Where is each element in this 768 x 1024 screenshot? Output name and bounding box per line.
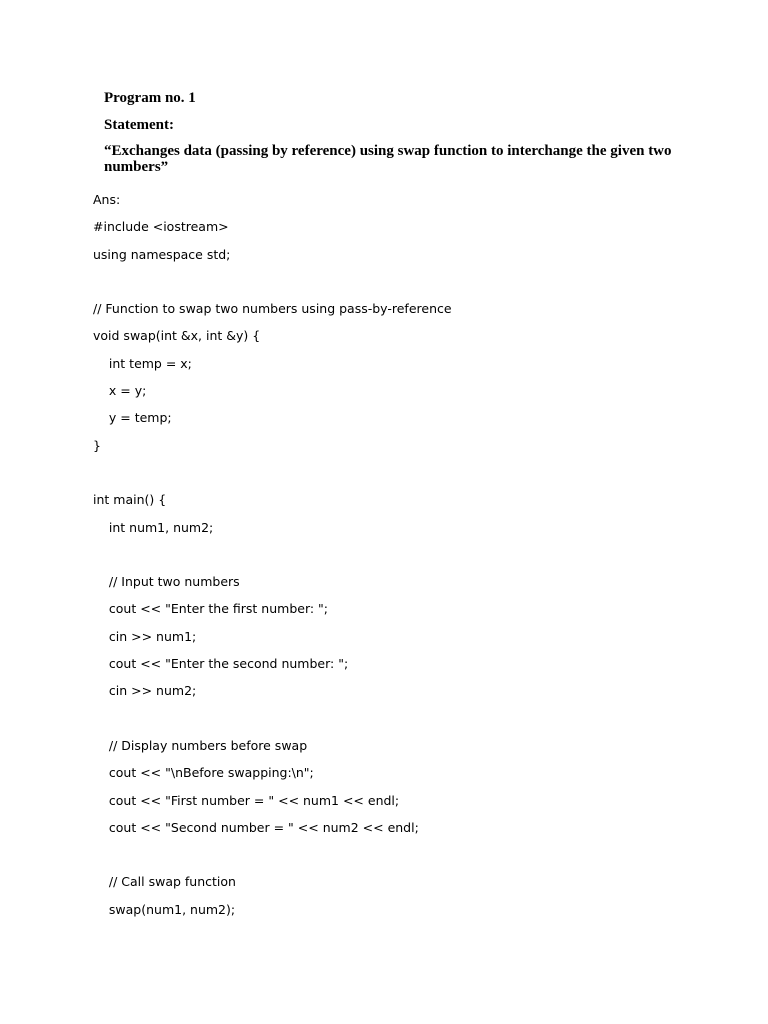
code-line [93,845,452,872]
code-line: cout << "Second number = " << num2 << endl; [93,819,419,835]
code-block [93,190,452,927]
code-line: cout << "Enter the first number: "; [93,601,329,617]
code-line: } [93,437,101,453]
code-line: int main() { [93,492,167,508]
statement-label: Statement: [104,117,174,133]
code-line: // Display numbers before swap [93,737,308,753]
code-line [93,463,452,490]
code-line [93,545,452,572]
code-line: x = y; [93,383,147,399]
answer-label: Ans: [93,192,121,207]
code-line: #include <iostream> [93,219,229,235]
code-line: int num1, num2; [93,519,214,535]
code-line [93,272,452,299]
statement-text: “Exchanges data (passing by reference) using swap function to interchange the given two numbers” [104,143,672,175]
code-line: cout << "Enter the second number: "; [93,656,349,672]
code-line: cin >> num2; [93,683,197,699]
code-line: // Input two numbers [93,574,240,590]
program-title: Program no. 1 [104,90,196,106]
code-line: // Function to swap two numbers using pass-by-reference [93,301,452,317]
code-line: using namespace std; [93,246,231,262]
code-line: cout << "\nBefore swapping:\n"; [93,765,314,781]
code-line: void swap(int &x, int &y) { [93,328,261,344]
code-line [93,709,452,736]
code-line: // Call swap function [93,874,236,890]
code-line: cout << "First number = " << num1 << endl; [93,792,400,808]
code-line: int temp = x; [93,355,192,371]
code-line: cin >> num1; [93,628,197,644]
code-line: swap(num1, num2); [93,901,236,917]
code-line: y = temp; [93,410,172,426]
